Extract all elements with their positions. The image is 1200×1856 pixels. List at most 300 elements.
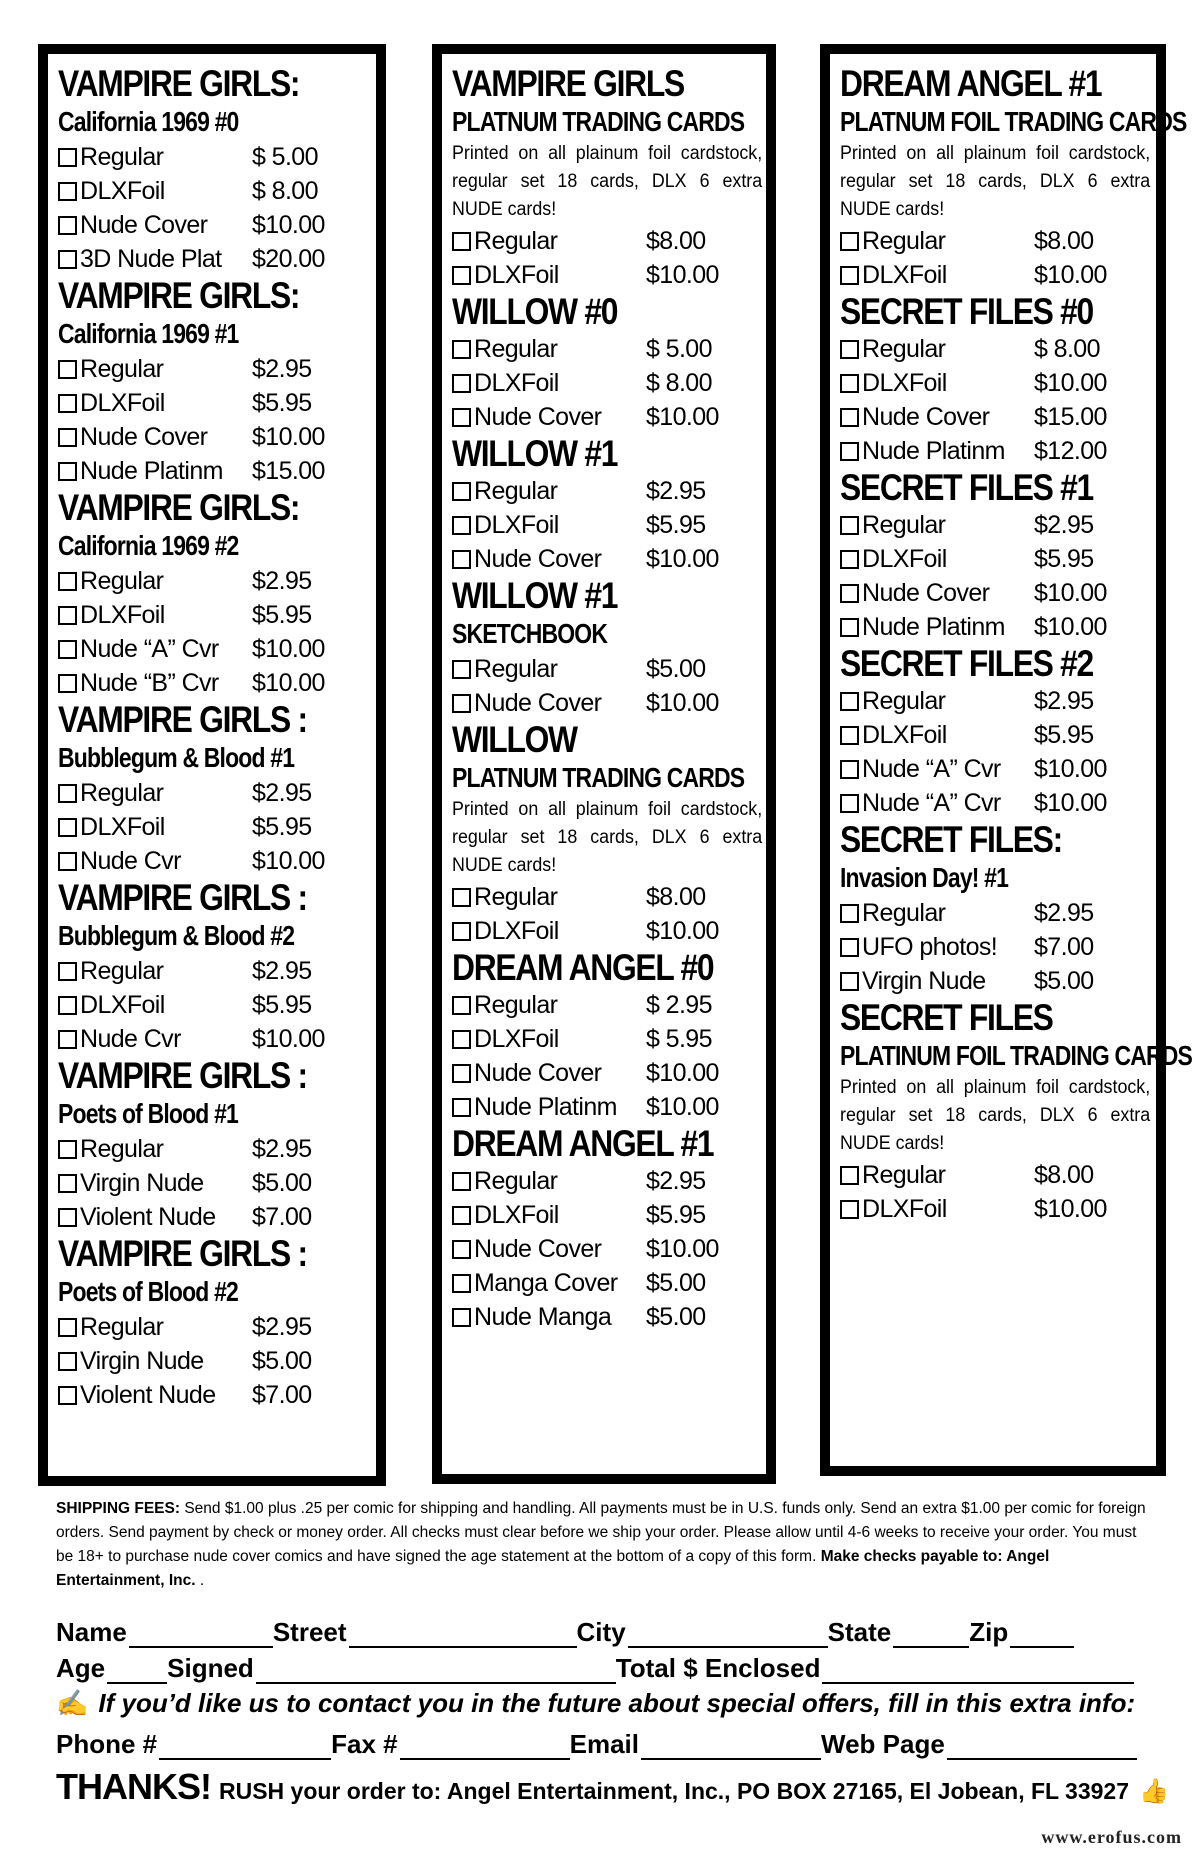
option-price: $5.00 (646, 1302, 706, 1331)
order-option[interactable] (58, 140, 366, 174)
option-label: Regular (80, 1134, 164, 1163)
age-signature-row (56, 1648, 1146, 1684)
order-option[interactable] (840, 400, 1146, 434)
order-column-1 (38, 44, 386, 1486)
state-blank[interactable] (893, 1620, 969, 1648)
option-label: DLXFoil (80, 990, 165, 1019)
option-price: $ 8.00 (646, 368, 712, 397)
order-checkbox[interactable] (840, 516, 859, 535)
order-checkbox[interactable] (58, 572, 77, 591)
order-option[interactable] (452, 542, 756, 576)
order-option[interactable] (58, 1378, 366, 1412)
order-checkbox[interactable] (840, 760, 859, 779)
order-option[interactable] (452, 652, 756, 686)
webpage-label: Web Page (821, 1729, 945, 1759)
order-checkbox[interactable] (452, 660, 471, 679)
section-subtitle: SKETCHBOOK (452, 618, 608, 649)
section-title: SECRET FILES: (840, 819, 1062, 860)
section-title: DREAM ANGEL #1 (452, 1123, 714, 1164)
order-option[interactable] (840, 718, 1146, 752)
state-field[interactable] (828, 1617, 970, 1648)
thanks-line (56, 1766, 1169, 1808)
option-label: Nude Cover (862, 578, 990, 607)
email-blank[interactable] (641, 1732, 821, 1760)
section-subtitle: California 1969 #2 (58, 530, 239, 561)
age-blank[interactable] (107, 1656, 167, 1684)
option-price: $10.00 (646, 260, 719, 289)
section-subtitle: California 1969 #0 (58, 106, 239, 137)
order-checkbox[interactable] (452, 340, 471, 359)
section-subtitle: Bubblegum & Blood #1 (58, 742, 295, 773)
section-subtitle: Invasion Day! #1 (840, 862, 1009, 893)
order-option[interactable] (58, 632, 366, 666)
product-section (58, 1056, 366, 1234)
section-description: Printed on all plainum foil cardstock, regular set 18 cards, DLX 6 extra NUDE cards! (840, 143, 1151, 220)
option-label: Nude Cvr (80, 846, 181, 875)
option-label: Regular (862, 898, 946, 927)
age-label: Age (56, 1653, 106, 1683)
option-label: DLXFoil (474, 916, 559, 945)
product-section (840, 468, 1146, 644)
order-checkbox[interactable] (452, 266, 471, 285)
option-label: DLXFoil (862, 720, 947, 749)
webpage-blank[interactable] (947, 1732, 1137, 1760)
order-option[interactable] (840, 896, 1146, 930)
section-title: WILLOW #0 (452, 291, 618, 332)
option-price: $10.00 (252, 634, 325, 663)
order-checkbox[interactable] (840, 550, 859, 569)
order-checkbox[interactable] (452, 888, 471, 907)
order-checkbox[interactable] (58, 1318, 77, 1337)
option-label: Manga Cover (474, 1268, 618, 1297)
option-price: $5.00 (646, 1268, 706, 1297)
order-option[interactable] (840, 576, 1146, 610)
signed-blank[interactable] (256, 1656, 616, 1684)
option-price: $2.95 (252, 956, 312, 985)
order-option[interactable] (58, 598, 366, 632)
product-section (840, 997, 1193, 1226)
thanks-label: THANKS! (56, 1766, 211, 1807)
watermark: www.erofus.com (1041, 1827, 1182, 1847)
order-option[interactable] (840, 542, 1146, 576)
option-label: Regular (474, 990, 558, 1019)
order-option[interactable] (58, 954, 366, 988)
option-label: Regular (474, 226, 558, 255)
product-section (58, 488, 366, 700)
section-title: SECRET FILES #0 (840, 291, 1093, 332)
order-option[interactable] (452, 1198, 756, 1232)
option-label: Regular (474, 334, 558, 363)
email-field[interactable] (570, 1729, 821, 1760)
shipping-fees-label: SHIPPING FEES: (56, 1500, 181, 1517)
order-checkbox[interactable] (840, 904, 859, 923)
order-checkbox[interactable] (58, 250, 77, 269)
order-option[interactable] (58, 564, 366, 598)
zip-field[interactable] (969, 1617, 1074, 1648)
option-price: $5.00 (646, 654, 706, 683)
order-option[interactable] (58, 386, 366, 420)
shipping-fees-tail: . (195, 1572, 205, 1589)
option-label: Nude “A” Cvr (862, 788, 1001, 817)
order-checkbox[interactable] (58, 1174, 77, 1193)
order-checkbox[interactable] (840, 618, 859, 637)
section-subtitle: PLATINUM FOIL TRADING CARDS (840, 1040, 1193, 1071)
order-checkbox[interactable] (452, 1308, 471, 1327)
option-price: $10.00 (646, 1058, 719, 1087)
order-checkbox[interactable] (58, 996, 77, 1015)
order-checkbox[interactable] (840, 408, 859, 427)
order-option[interactable] (58, 174, 366, 208)
fax-field[interactable] (331, 1729, 570, 1760)
street-blank[interactable] (349, 1620, 577, 1648)
option-price: $10.00 (646, 688, 719, 717)
order-checkbox[interactable] (452, 996, 471, 1015)
order-checkbox[interactable] (840, 374, 859, 393)
order-option[interactable] (840, 752, 1146, 786)
order-checkbox[interactable] (58, 394, 77, 413)
order-checkbox[interactable] (452, 374, 471, 393)
order-option[interactable] (452, 1056, 756, 1090)
order-option[interactable] (58, 844, 366, 878)
section-description: Printed on all plainum foil cardstock, regular set 18 cards, DLX 6 extra NUDE cards! (452, 799, 763, 876)
age-field[interactable] (56, 1653, 167, 1684)
order-checkbox[interactable] (58, 1208, 77, 1227)
order-option[interactable] (58, 988, 366, 1022)
option-label: Virgin Nude (80, 1168, 204, 1197)
option-label: Regular (862, 686, 946, 715)
option-price: $2.95 (252, 566, 312, 595)
order-option[interactable] (58, 1166, 366, 1200)
product-section (840, 292, 1146, 468)
section-description: Printed on all plainum foil cardstock, regular set 18 cards, DLX 6 extra NUDE cards! (452, 143, 763, 220)
order-checkbox[interactable] (58, 182, 77, 201)
option-price: $5.95 (252, 388, 312, 417)
option-label: DLXFoil (80, 176, 165, 205)
order-checkbox[interactable] (58, 1030, 77, 1049)
order-checkbox[interactable] (452, 922, 471, 941)
order-checkbox[interactable] (58, 674, 77, 693)
order-checkbox[interactable] (452, 550, 471, 569)
state-label: State (827, 1617, 892, 1647)
option-price: $ 2.95 (646, 990, 712, 1019)
option-label: Regular (80, 142, 164, 171)
phone-label: Phone # (56, 1729, 158, 1759)
section-title: VAMPIRE GIRLS: (58, 63, 300, 104)
order-checkbox[interactable] (840, 442, 859, 461)
order-option[interactable] (452, 1090, 756, 1124)
order-option[interactable] (840, 1192, 1146, 1226)
order-option[interactable] (452, 1022, 756, 1056)
option-price: $8.00 (1034, 226, 1094, 255)
option-price: $10.00 (1034, 788, 1107, 817)
option-price: $2.95 (252, 1134, 312, 1163)
order-option[interactable] (58, 776, 366, 810)
phone-blank[interactable] (159, 1732, 331, 1760)
option-price: $10.00 (252, 210, 325, 239)
option-price: $2.95 (1034, 898, 1094, 927)
city-blank[interactable] (628, 1620, 828, 1648)
option-label: Regular (474, 1166, 558, 1195)
option-price: $8.00 (646, 226, 706, 255)
order-checkbox[interactable] (58, 818, 77, 837)
option-label: Nude Cover (474, 1058, 602, 1087)
street-field[interactable] (273, 1617, 577, 1648)
option-price: $5.00 (1034, 966, 1094, 995)
option-price: $5.95 (252, 600, 312, 629)
order-option[interactable] (840, 964, 1146, 998)
order-checkbox[interactable] (452, 1064, 471, 1083)
fax-label: Fax # (331, 1729, 398, 1759)
order-option[interactable] (840, 224, 1146, 258)
webpage-field[interactable] (821, 1729, 1137, 1760)
order-option[interactable] (840, 610, 1146, 644)
order-checkbox[interactable] (452, 516, 471, 535)
option-price: $ 5.95 (646, 1024, 712, 1053)
order-option[interactable] (840, 258, 1146, 292)
order-option[interactable] (840, 1158, 1146, 1192)
order-checkbox[interactable] (840, 692, 859, 711)
order-checkbox[interactable] (840, 794, 859, 813)
order-checkbox[interactable] (452, 1274, 471, 1293)
section-title: VAMPIRE GIRLS : (58, 699, 307, 740)
product-section (452, 948, 756, 1124)
section-subtitle: Bubblegum & Blood #2 (58, 920, 295, 951)
order-option[interactable] (840, 508, 1146, 542)
order-checkbox[interactable] (840, 1166, 859, 1185)
order-option[interactable] (58, 1344, 366, 1378)
zip-blank[interactable] (1010, 1620, 1074, 1648)
section-title: VAMPIRE GIRLS : (58, 1233, 307, 1274)
option-label: DLXFoil (80, 600, 165, 629)
order-option[interactable] (58, 242, 366, 276)
order-checkbox[interactable] (840, 726, 859, 745)
option-label: Nude Cover (80, 210, 208, 239)
option-price: $10.00 (1034, 368, 1107, 397)
option-label: Nude Cover (474, 688, 602, 717)
order-checkbox[interactable] (58, 216, 77, 235)
order-checkbox[interactable] (840, 972, 859, 991)
order-checkbox[interactable] (840, 938, 859, 957)
order-option[interactable] (452, 1164, 756, 1198)
option-label: Nude Platinm (862, 436, 1005, 465)
order-checkbox[interactable] (452, 1172, 471, 1191)
city-field[interactable] (577, 1617, 828, 1648)
option-label: Regular (474, 882, 558, 911)
order-option[interactable] (452, 1266, 756, 1300)
order-checkbox[interactable] (840, 1200, 859, 1219)
order-checkbox[interactable] (58, 784, 77, 803)
street-label: Street (272, 1617, 347, 1647)
option-price: $ 5.00 (252, 142, 318, 171)
option-price: $10.00 (1034, 260, 1107, 289)
product-section (840, 820, 1146, 998)
section-title: VAMPIRE GIRLS: (58, 275, 300, 316)
option-price: $2.95 (252, 354, 312, 383)
order-checkbox[interactable] (452, 1030, 471, 1049)
section-subtitle: Poets of Blood #1 (58, 1098, 238, 1129)
option-price: $2.95 (646, 1166, 706, 1195)
section-subtitle: PLATNUM FOIL TRADING CARDS (840, 106, 1187, 137)
order-option[interactable] (452, 880, 756, 914)
option-label: Regular (80, 354, 164, 383)
option-label: DLXFoil (862, 544, 947, 573)
order-option[interactable] (840, 684, 1146, 718)
product-section (452, 719, 763, 948)
order-checkbox[interactable] (840, 232, 859, 251)
order-option[interactable] (452, 1232, 756, 1266)
product-section (840, 644, 1146, 820)
product-section (58, 64, 366, 276)
shipping-fees-text (56, 1497, 1146, 1593)
order-checkbox[interactable] (452, 1098, 471, 1117)
option-label: Nude “B” Cvr (80, 668, 219, 697)
order-option[interactable] (452, 914, 756, 948)
total-enclosed-blank[interactable] (822, 1656, 1134, 1684)
order-checkbox[interactable] (58, 962, 77, 981)
option-price: $20.00 (252, 244, 325, 273)
option-price: $10.00 (1034, 1194, 1107, 1223)
order-option[interactable] (840, 332, 1146, 366)
section-title: SECRET FILES #2 (840, 643, 1093, 684)
option-price: $2.95 (1034, 510, 1094, 539)
order-option[interactable] (58, 208, 366, 242)
order-checkbox[interactable] (58, 606, 77, 625)
option-label: DLXFoil (474, 368, 559, 397)
order-option[interactable] (452, 988, 756, 1022)
name-field[interactable] (56, 1617, 273, 1648)
order-checkbox[interactable] (58, 428, 77, 447)
order-option[interactable] (452, 258, 756, 292)
section-title: DREAM ANGEL #1 (840, 63, 1102, 104)
section-title: SECRET FILES (840, 997, 1053, 1038)
option-price: $2.95 (1034, 686, 1094, 715)
order-option[interactable] (840, 786, 1146, 820)
order-option[interactable] (452, 508, 756, 542)
option-price: $5.00 (252, 1346, 312, 1375)
option-price: $5.95 (646, 1200, 706, 1229)
total-enclosed-label: Total $ Enclosed (615, 1653, 821, 1683)
shipping-fees-body: Send $1.00 plus .25 per comic for shipping and handling. All payments must be in U.S. funds only. Send an extra $1.00 per comic for foreign orders. Send payment by check or money order. All checks must clear before we ship your order. Please allow until 4-6 weeks to receive your order. You must be 18+ to purchase nude cover comics and have signed the age statement at the bottom of a copy of this form. (56, 1500, 1146, 1565)
option-label: DLXFoil (862, 368, 947, 397)
name-blank[interactable] (129, 1620, 273, 1648)
option-label: DLXFoil (80, 812, 165, 841)
order-option[interactable] (452, 224, 756, 258)
section-subtitle: PLATNUM TRADING CARDS (452, 106, 745, 137)
order-option[interactable] (452, 474, 756, 508)
option-price: $5.95 (1034, 544, 1094, 573)
order-checkbox[interactable] (58, 1140, 77, 1159)
order-option[interactable] (452, 400, 756, 434)
order-checkbox[interactable] (452, 694, 471, 713)
section-title: WILLOW (452, 719, 577, 760)
order-checkbox[interactable] (58, 1352, 77, 1371)
option-label: Nude Cvr (80, 1024, 181, 1053)
signed-field[interactable] (167, 1653, 616, 1684)
order-option[interactable] (58, 1310, 366, 1344)
contact-note (56, 1688, 1156, 1719)
total-enclosed-field[interactable] (616, 1653, 1135, 1684)
section-subtitle: Poets of Blood #2 (58, 1276, 238, 1307)
order-checkbox[interactable] (840, 266, 859, 285)
option-label: Regular (80, 566, 164, 595)
section-subtitle: PLATNUM TRADING CARDS (452, 762, 745, 793)
option-label: Nude Platinm (80, 456, 223, 485)
phone-field[interactable] (56, 1729, 331, 1760)
option-price: $10.00 (252, 668, 325, 697)
section-title: SECRET FILES #1 (840, 467, 1093, 508)
order-option[interactable] (452, 1300, 756, 1334)
order-column-2 (432, 44, 776, 1484)
order-option[interactable] (58, 420, 366, 454)
order-checkbox[interactable] (58, 640, 77, 659)
order-option[interactable] (840, 930, 1146, 964)
option-price: $5.95 (252, 990, 312, 1019)
option-price: $ 8.00 (252, 176, 318, 205)
product-section (58, 276, 366, 488)
order-option[interactable] (58, 810, 366, 844)
option-price: $5.95 (646, 510, 706, 539)
product-section (452, 434, 756, 576)
option-price: $15.00 (1034, 402, 1107, 431)
order-checkbox[interactable] (452, 232, 471, 251)
order-checkbox[interactable] (840, 340, 859, 359)
order-option[interactable] (58, 1022, 366, 1056)
option-price: $2.95 (252, 778, 312, 807)
order-option[interactable] (840, 366, 1146, 400)
option-label: Nude Manga (474, 1302, 612, 1331)
option-label: Nude Cover (474, 402, 602, 431)
fax-blank[interactable] (400, 1732, 570, 1760)
section-title: VAMPIRE GIRLS (452, 63, 684, 104)
option-label: Regular (80, 956, 164, 985)
order-option[interactable] (58, 1132, 366, 1166)
order-option[interactable] (58, 1200, 366, 1234)
order-checkbox[interactable] (58, 1386, 77, 1405)
address-row (56, 1612, 1146, 1648)
email-label: Email (569, 1729, 640, 1759)
order-checkbox[interactable] (452, 408, 471, 427)
order-checkbox[interactable] (452, 1240, 471, 1259)
order-checkbox[interactable] (58, 148, 77, 167)
option-label: Regular (474, 476, 558, 505)
option-label: DLXFoil (474, 510, 559, 539)
option-label: DLXFoil (474, 1024, 559, 1053)
order-option[interactable] (58, 352, 366, 386)
city-label: City (576, 1617, 626, 1647)
order-option[interactable] (58, 454, 366, 488)
order-option[interactable] (452, 686, 756, 720)
section-title: WILLOW #1 (452, 433, 618, 474)
writing-hand-icon: ✍ (56, 1688, 89, 1718)
option-price: $5.95 (252, 812, 312, 841)
option-label: Violent Nude (80, 1380, 216, 1409)
option-label: Violent Nude (80, 1202, 216, 1231)
order-checkbox[interactable] (452, 1206, 471, 1225)
order-checkbox[interactable] (452, 482, 471, 501)
order-checkbox[interactable] (840, 584, 859, 603)
order-option[interactable] (452, 332, 756, 366)
order-option[interactable] (840, 434, 1146, 468)
thumbs-up-icon: 👍 (1139, 1778, 1169, 1805)
order-option[interactable] (58, 666, 366, 700)
option-price: $7.00 (1034, 932, 1094, 961)
order-checkbox[interactable] (58, 360, 77, 379)
option-label: Regular (862, 334, 946, 363)
product-section (452, 292, 756, 434)
order-option[interactable] (452, 366, 756, 400)
order-checkbox[interactable] (58, 462, 77, 481)
order-checkbox[interactable] (58, 852, 77, 871)
